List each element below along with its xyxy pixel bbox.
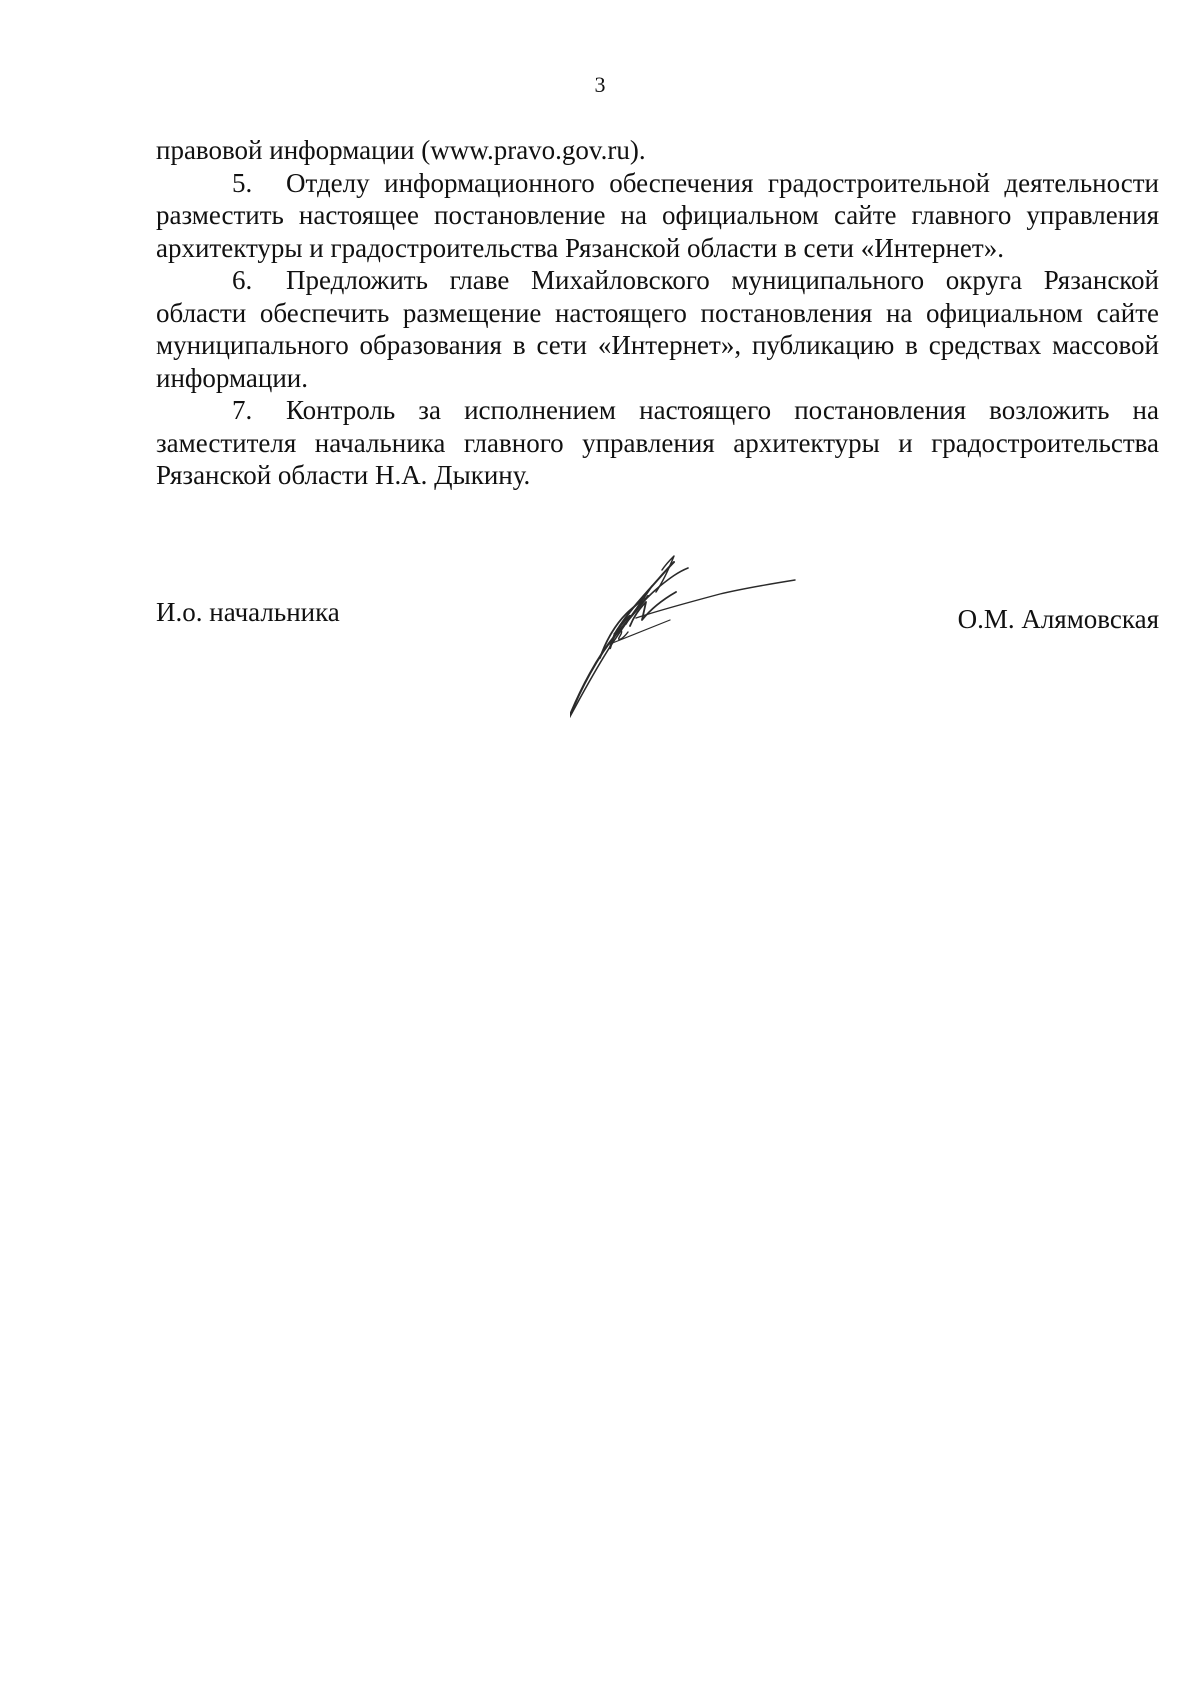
paragraph-number: 5. <box>232 167 253 198</box>
signatory-name: О.М. Алямовская <box>957 604 1159 634</box>
paragraph-item-5 <box>156 167 1159 265</box>
paragraph-item-7 <box>156 394 1159 492</box>
paragraph-item-6 <box>156 264 1159 394</box>
paragraph-text: Предложить главе Михайловского муниципального округа Рязанской области обеспечить размещение настоящего постановления на официальном сайте муниципального образования в сети «Интернет», публикацию в средствах массовой информации. <box>156 265 1159 393</box>
signatory-position: И.о. начальника <box>156 597 340 627</box>
paragraph-number: 7. <box>232 395 253 425</box>
paragraph-continuation <box>156 134 1159 167</box>
paragraph-text: Отделу информационного обеспечения градостроительной деятельности разместить настоящее постановление на официальном сайте главного управления архитектуры и градостроительства Рязанской области в сети «Интернет». <box>156 167 1159 263</box>
paragraph-number: 6. <box>232 265 253 295</box>
paragraph-text: правовой информации (www.pravo.gov.ru). <box>156 135 646 165</box>
page-number: 3 <box>594 72 606 97</box>
paragraph-text: Контроль за исполнением настоящего постановления возложить на заместителя начальника главного управления архитектуры и градостроительства Рязанской области Н.А. Дыкину. <box>156 395 1159 490</box>
handwritten-signature <box>570 540 830 730</box>
document-body <box>156 134 1159 492</box>
